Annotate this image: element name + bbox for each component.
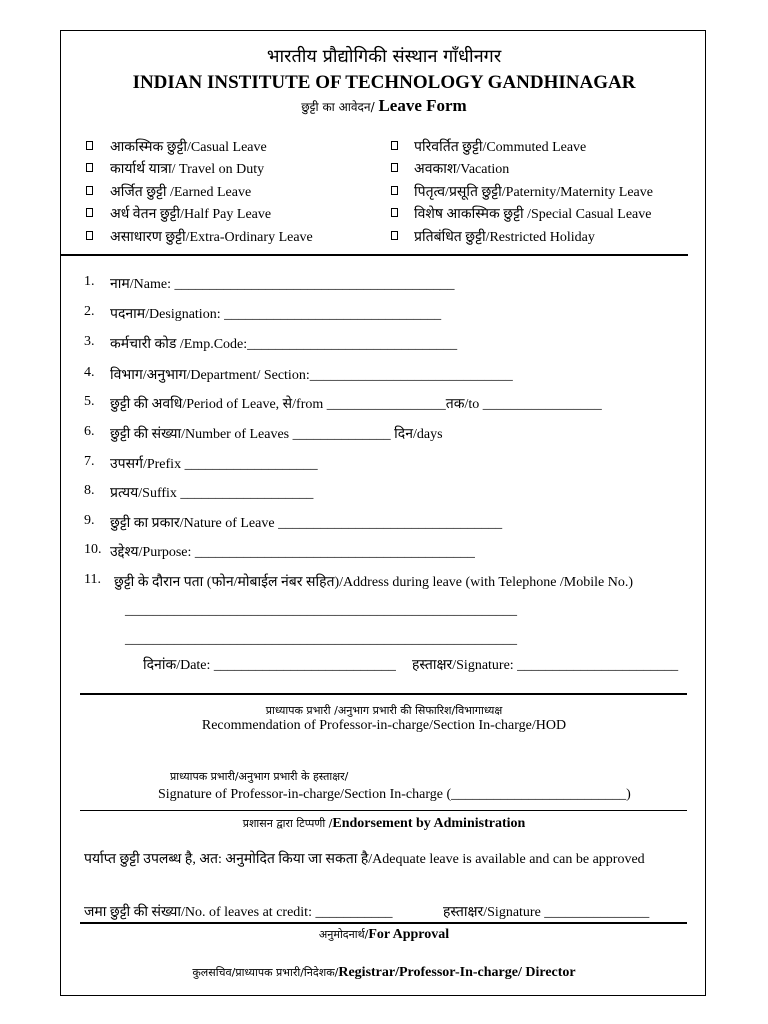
recommendation-signature[interactable]: Signature of Professor-in-charge/Section In-charge (_________________________) xyxy=(158,787,631,802)
approval-authority xyxy=(0,963,768,981)
leave-type-label: आकस्मिक छुट्टी/Casual Leave xyxy=(110,140,267,155)
field-name[interactable]: नाम/Name: ________________________________________ xyxy=(110,277,455,292)
approval-heading-hindi: अनुमोदनार्थ/ xyxy=(318,928,369,941)
checkbox-half-pay-leave[interactable] xyxy=(86,208,93,217)
field-suffix[interactable]: प्रत्यय/Suffix ___________________ xyxy=(110,486,314,501)
leaves-at-credit-field[interactable]: जमा छुट्टी की संख्या/No. of leaves at credit: ___________ xyxy=(84,905,393,920)
field-nature-of-leave[interactable]: छुट्टी का प्रकार/Nature of Leave ________________________________ xyxy=(110,516,503,531)
checkbox-earned-leave[interactable] xyxy=(86,186,93,195)
leave-type-label: अर्जित छुट्टी /Earned Leave xyxy=(110,185,252,200)
leave-type-label: विशेष आकस्मिक छुट्टी /Special Casual Leave xyxy=(414,207,652,222)
address-line[interactable]: ________________________________________________________ xyxy=(125,632,517,647)
leave-type-label: कार्यार्थ यात्रा/ Travel on Duty xyxy=(110,162,265,177)
field-number: 6. xyxy=(84,424,95,439)
recommendation-heading-hindi: प्राध्यापक प्रभारी /अनुभाग प्रभारी की सिफारिश/विभागाध्यक्ष xyxy=(265,704,503,717)
field-number: 11. xyxy=(84,572,101,587)
leave-type-label: अर्ध वेतन छुट्टी/Half Pay Leave xyxy=(110,207,272,222)
field-number: 5. xyxy=(84,394,95,409)
endorsement-heading-english: Endorsement by Administration xyxy=(332,816,526,831)
endorsement-heading-hindi: प्रशासन द्वारा टिप्पणी / xyxy=(242,817,333,830)
approval-heading-english: For Approval xyxy=(368,927,450,942)
form-title-english: Leave Form xyxy=(378,96,467,115)
field-department[interactable]: विभाग/अनुभाग/Department/ Section:_____________________________ xyxy=(110,368,513,383)
field-purpose[interactable]: उद्देश्य/Purpose: ________________________________________ xyxy=(110,545,475,560)
checkbox-vacation[interactable] xyxy=(391,163,398,172)
title-english: INDIAN INSTITUTE OF TECHNOLOGY GANDHINAGAR xyxy=(132,72,636,93)
divider xyxy=(80,693,687,695)
endorsement-heading xyxy=(0,814,768,832)
field-designation[interactable]: पदनाम/Designation: _______________________________ xyxy=(110,307,442,322)
leave-type-label: पितृत्व/प्रसूति छुट्टी/Paternity/Maternity Leave xyxy=(414,185,653,200)
signature-field[interactable]: हस्ताक्षर/Signature: _______________________ xyxy=(412,658,679,673)
recommendation-heading-english: Recommendation of Professor-in-charge/Section In-charge/HOD xyxy=(201,718,567,733)
title-hindi: भारतीय प्रौद्योगिकी संस्थान गाँधीनगर xyxy=(266,46,502,67)
field-number: 1. xyxy=(84,274,95,289)
approval-authority-english: Registrar/Professor-In-charge/ Director xyxy=(338,965,576,980)
field-number: 10. xyxy=(84,542,102,557)
recommendation-sign-hindi: प्राध्यापक प्रभारी/अनुभाग प्रभारी के हस्ताक्षर/ xyxy=(170,770,349,783)
approval-heading xyxy=(0,925,768,943)
field-period[interactable]: छुट्टी की अवधि/Period of Leave, से/from _________________तक/to _________________ xyxy=(110,397,602,412)
field-address-label: छुट्टी के दौरान पता (फोन/मोबाईल नंबर सहित)/Address during leave (with Telephone /Mobile No.) xyxy=(114,575,634,590)
divider xyxy=(80,922,687,924)
checkbox-commuted-leave[interactable] xyxy=(391,141,398,150)
endorsement-available-text: पर्याप्त छुट्टी उपलब्ध है, अत: अनुमोदित किया जा सकता है/Adequate leave is available and can be approved xyxy=(84,852,645,867)
checkbox-casual-leave[interactable] xyxy=(86,141,93,150)
divider xyxy=(80,810,687,811)
field-number: 8. xyxy=(84,483,95,498)
field-number: 4. xyxy=(84,365,95,380)
endorsement-signature-field[interactable]: हस्ताक्षर/Signature _______________ xyxy=(443,905,650,920)
field-number: 7. xyxy=(84,454,95,469)
field-number-of-leaves[interactable]: छुट्टी की संख्या/Number of Leaves ______________ दिन/days xyxy=(110,427,443,442)
field-prefix[interactable]: उपसर्ग/Prefix ___________________ xyxy=(110,457,318,472)
checkbox-paternity-maternity-leave[interactable] xyxy=(391,186,398,195)
field-number: 9. xyxy=(84,513,95,528)
leave-type-label: असाधारण छुट्टी/Extra-Ordinary Leave xyxy=(110,230,313,245)
approval-authority-hindi: कुलसचिव/प्राध्यापक प्रभारी/निदेशक/ xyxy=(192,966,339,979)
field-emp-code[interactable]: कर्मचारी कोड /Emp.Code:______________________________ xyxy=(110,337,458,352)
leave-type-label: परिवर्तित छुट्टी/Commuted Leave xyxy=(414,140,587,155)
checkbox-restricted-holiday[interactable] xyxy=(391,231,398,240)
leave-type-label: प्रतिबंधित छुट्टी/Restricted Holiday xyxy=(414,230,595,245)
leave-type-label: अवकाश/Vacation xyxy=(414,162,510,177)
divider xyxy=(60,254,688,256)
field-number: 2. xyxy=(84,304,95,319)
date-field[interactable]: दिनांक/Date: __________________________ xyxy=(143,658,396,673)
checkbox-travel-on-duty[interactable] xyxy=(86,163,93,172)
form-title-hindi: छुट्टी का आवेदन/ xyxy=(301,100,379,114)
checkbox-special-casual-leave[interactable] xyxy=(391,208,398,217)
address-line[interactable]: ________________________________________________________ xyxy=(125,603,517,618)
checkbox-extra-ordinary-leave[interactable] xyxy=(86,231,93,240)
form-title xyxy=(0,96,768,116)
field-number: 3. xyxy=(84,334,95,349)
